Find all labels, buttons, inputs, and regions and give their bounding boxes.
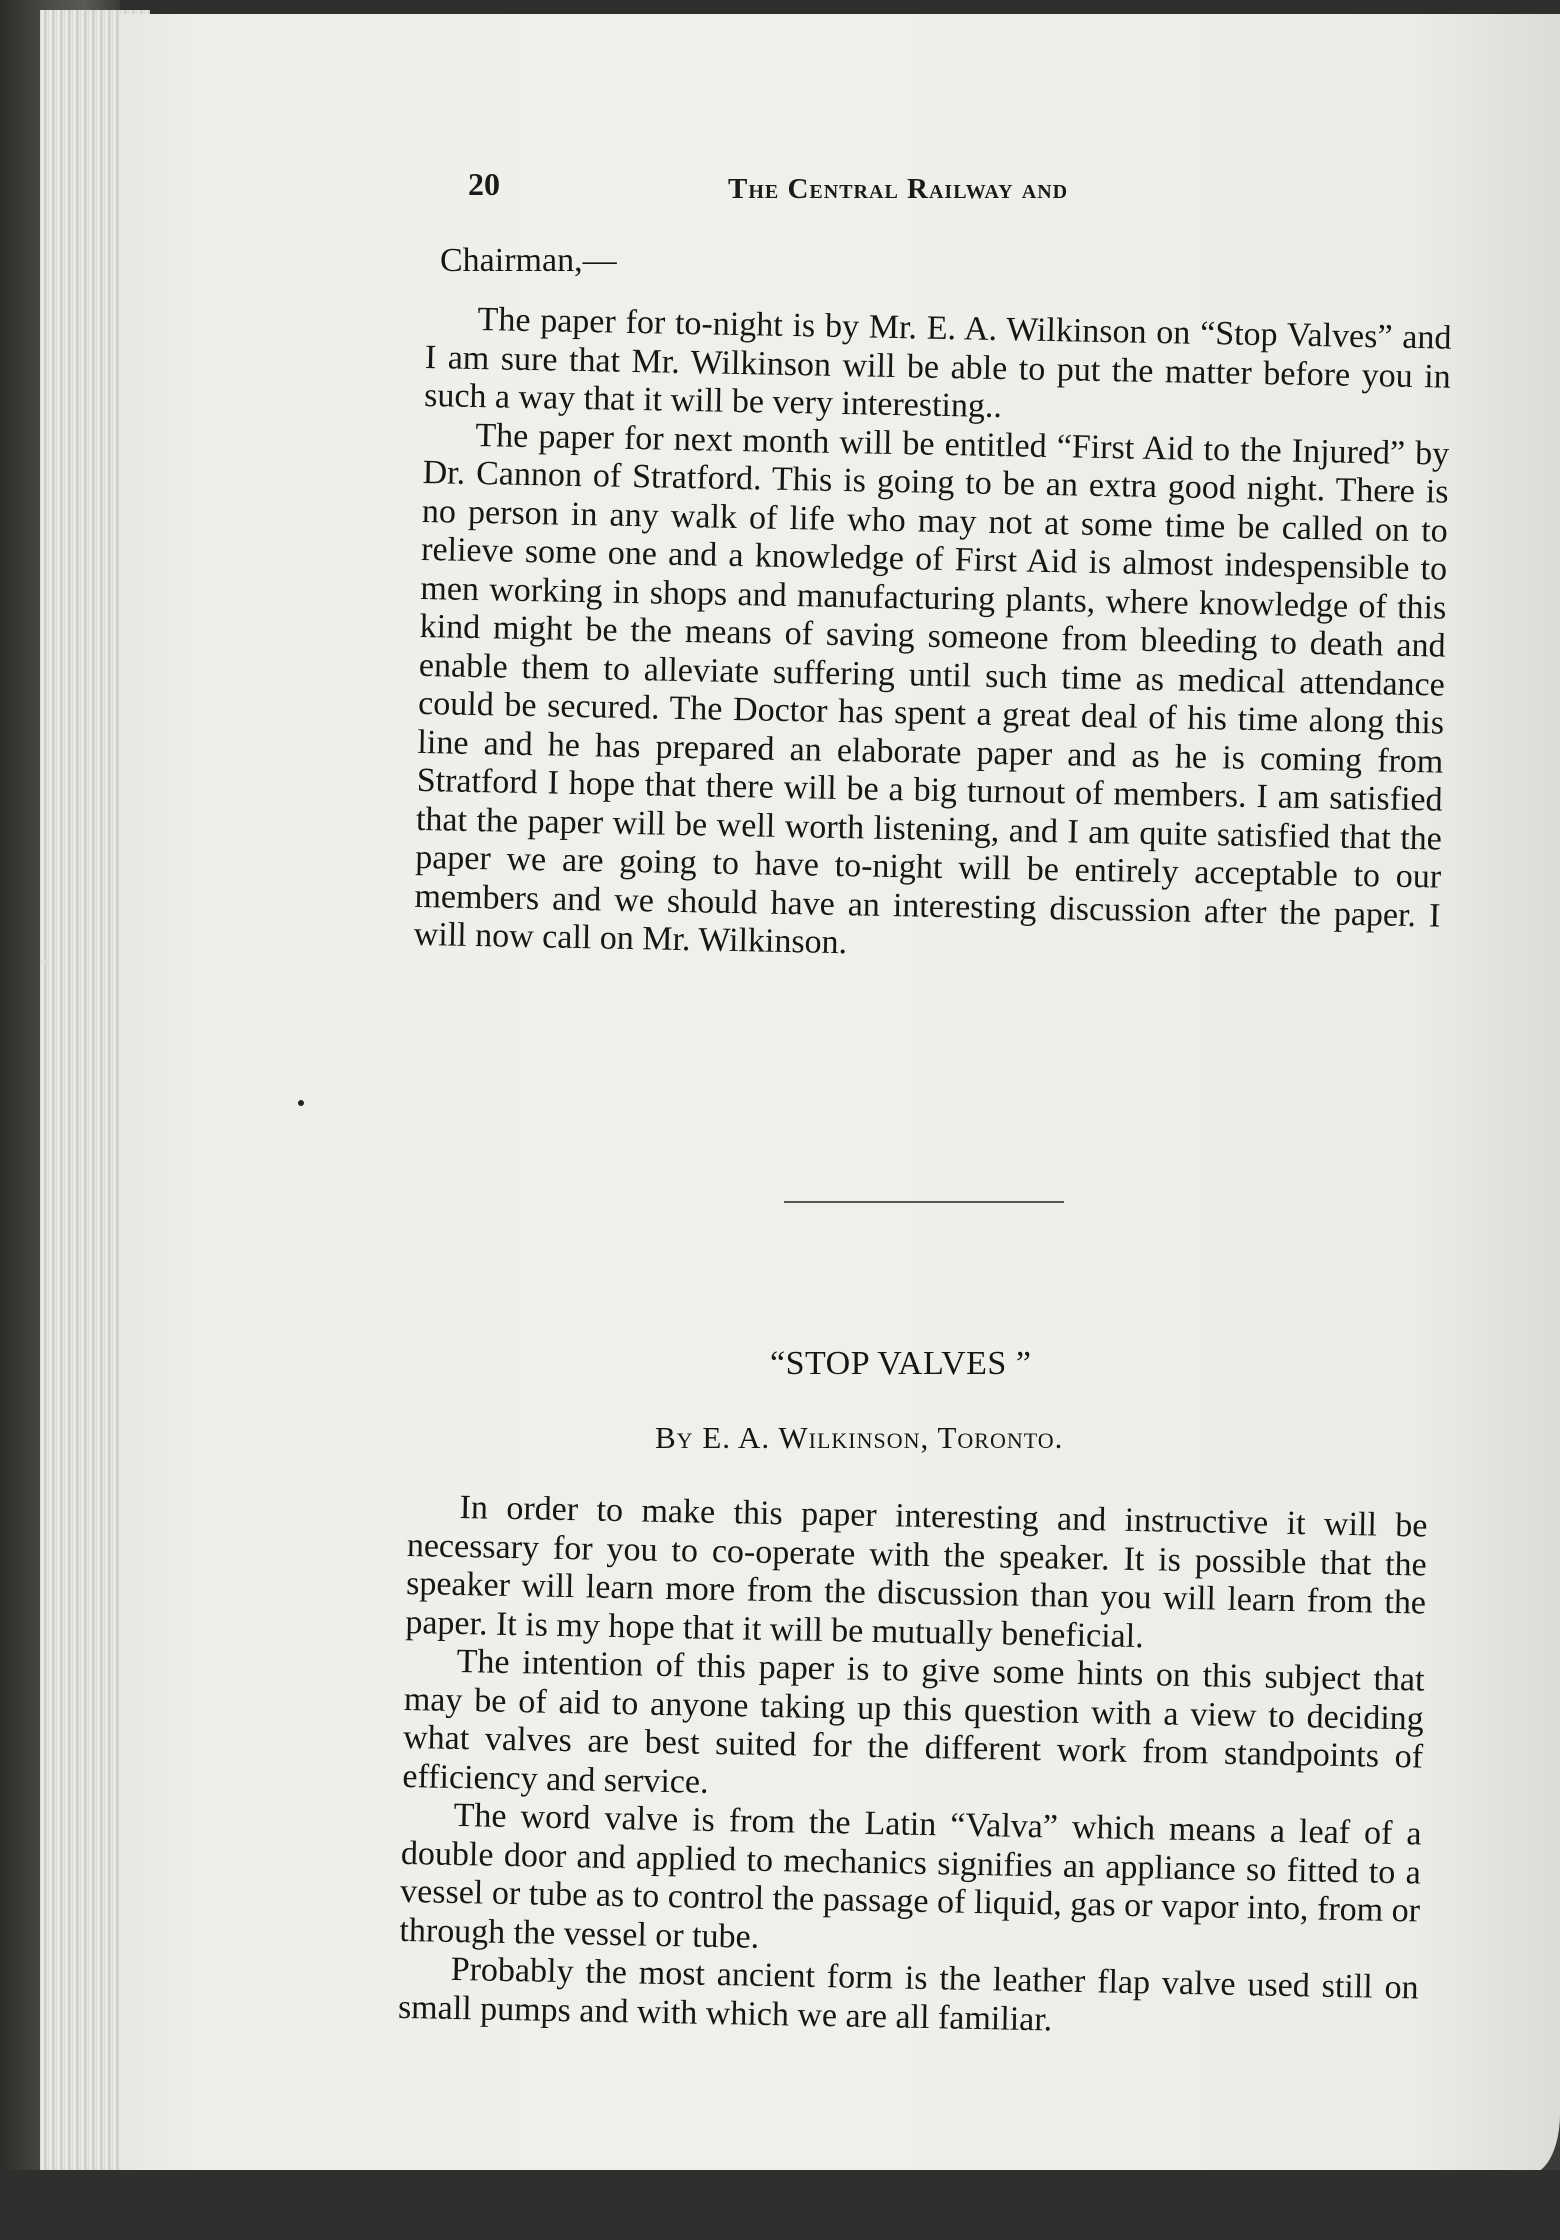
- article-body: [398, 1488, 1428, 2046]
- article-paragraph: Probably the most ancient form is the leather flap valve used still on small pumps and with which we are all familiar.: [397, 1950, 1419, 2038]
- article-paragraph: In order to make this paper interesting and instructive it will be necessary for you to co-operate with the speaker. It is possible that the speaker will learn more from the discussion than you will learn from the paper. It is my hope that it will be mutually beneficial.: [405, 1488, 1428, 1655]
- dust-speck: [298, 1100, 304, 1106]
- intro-paragraph: The paper for next month will be entitled “First Aid to the Injured” by Dr. Cannon of Stratford. This is going to be an extra good night. There is no person in any walk of life who may not at some time be called on to relieve some one and a knowledge of First Aid is almost indespensible to men working in shops and manufacturing plants, where knowledge of this kind might be the means of saving someone from bleeding to death and enable them to alleviate suffering until such time as medical attendance could be secured. The Doctor has spent a great deal of his time along this line and he has prepared an elaborate paper and as he is coming from Stratford I hope that there will be a big turnout of members. I am satisfied that the paper will be well worth listening, and I am quite satisfied that the paper we are going to have to-night will be entirely acceptable to our members and we should have an interesting discussion after the paper. I will now call on Mr. Wilkinson.: [413, 416, 1450, 962]
- salutation: Chairman,—: [440, 242, 617, 279]
- intro-body: [413, 300, 1451, 974]
- article-paragraph: The intention of this paper is to give some hints on this subject that may be of aid to anyone taking up this question with a view to deciding what valves are best suited for the different work from standpoints of efficiency and service.: [402, 1642, 1425, 1801]
- article-byline: By E. A. Wilkinson, Toronto.: [655, 1420, 1064, 1455]
- article-paragraph: The word valve is from the Latin “Valva” which means a leaf of a double door and applied to mechanics signifies an appliance so fitted to a vessel or tube as to control the passage of liquid, gas or vapor into, from or through the vessel or tube.: [399, 1796, 1422, 1956]
- intro-paragraph: The paper for to-night is by Mr. E. A. Wilkinson on “Stop Valves” and I am sure that Mr. Wilkinson will be able to put the matter before you in such a way that it will be very interesting..: [423, 300, 1452, 426]
- running-header: The Central Railway and: [728, 173, 1069, 205]
- scan-border-bottom: [0, 2170, 1560, 2240]
- dust-speck: [42, 960, 50, 965]
- article-title: “STOP VALVES ”: [770, 1345, 1032, 1382]
- page-number: 20: [468, 166, 500, 202]
- section-divider: [784, 1201, 1064, 1203]
